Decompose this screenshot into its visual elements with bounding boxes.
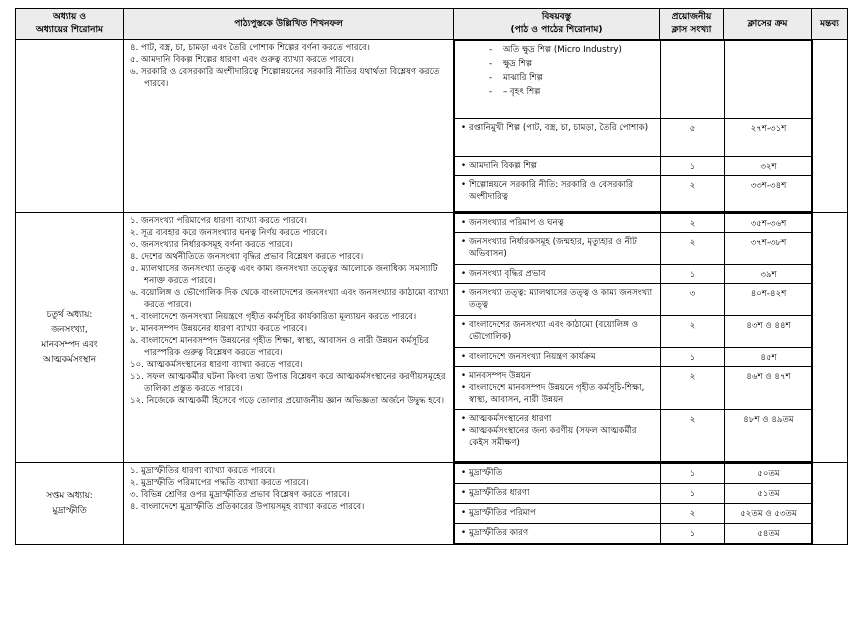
- bullet-item: [461, 351, 654, 363]
- class-count-cell: ৩: [661, 284, 725, 316]
- content-cell: [455, 464, 661, 484]
- remarks-cell: [812, 463, 848, 545]
- dash-marker: -: [489, 73, 493, 83]
- bullet-icon: •: [461, 371, 467, 381]
- class-order-cell: ৩৯শ: [725, 265, 813, 284]
- bullet-text: বাংলাদেশে জনসংখ্যা নিয়ন্ত্রণ কার্যক্রম: [469, 352, 596, 362]
- header-order: ক্লাসের ক্রম: [724, 9, 812, 40]
- content-row: [455, 157, 813, 176]
- bullet-text: বাংলাদেশের জনসংখ্যা এবং কাঠামো (বয়োলিঙ্গ ও ভৌগোলিক): [469, 320, 638, 342]
- content-cell: [455, 119, 661, 157]
- bullet-item: [461, 236, 654, 260]
- class-count-cell: ৫: [661, 119, 725, 157]
- content-subtable: [454, 213, 813, 462]
- header-row: [16, 9, 848, 40]
- bullet-item: [461, 507, 654, 519]
- class-count-cell: ২: [661, 176, 725, 212]
- bullet-text: আত্মকর্মসংস্থানের ধারণা: [469, 414, 552, 424]
- bullet-text: মুদ্রাস্ফীতি: [469, 468, 503, 478]
- outcome-item: ২. মুদ্রাস্ফীতি পরিমাপের পদ্ধতি ব্যাখ্যা করতে পারবে।: [130, 478, 309, 488]
- dash-text: ক্ষুদ্র শিল্প: [503, 59, 533, 69]
- content-cell: [455, 176, 661, 212]
- class-order-cell: ৪০শ-৪২শ: [725, 284, 813, 316]
- bullet-icon: •: [461, 123, 467, 133]
- bullet-icon: •: [461, 488, 467, 498]
- bullet-icon: •: [461, 383, 467, 393]
- chapter-cell: [16, 40, 124, 213]
- class-count-cell: ২: [661, 504, 725, 524]
- content-row: [455, 524, 813, 544]
- chapter-cell: [16, 213, 124, 463]
- outcome-item: ১. জনসংখ্যা পরিমাপের ধারণা ব্যাখ্যা করতে পারবে।: [130, 216, 307, 226]
- content-group-cell: [454, 463, 812, 545]
- outcome-item: ৭. বাংলাদেশে জনসংখ্যা নিয়ন্ত্রণে গৃহীত কর্মসূচির কার্যকারিতা মূল্যায়ন করতে পারবে।: [130, 312, 417, 322]
- bullet-text: মুদ্রাস্ফীতির পরিমাপ: [469, 508, 536, 518]
- bullet-text: আত্মকর্মসংস্থানের জন্য করণীয় (সফল আত্মকর্মীর কেইস সমীক্ষণ): [469, 426, 637, 448]
- class-count-cell: ২: [661, 367, 725, 410]
- chapter-title: সপ্তম অধ্যায়: মুদ্রাস্ফীতি: [46, 490, 93, 516]
- outcome-item: ৩. বিভিন্ন শ্রেণির ওপর মুদ্রাস্ফীতির প্রভাব বিশ্লেষণ করতে পারবে।: [130, 490, 350, 500]
- outcome-item: ৩. জনসংখ্যার নির্ধারকসমূহ বর্ণনা করতে পারবে।: [130, 240, 293, 250]
- bullet-text: আমদানি বিকল্প শিল্প: [469, 161, 537, 171]
- bullet-icon: •: [461, 468, 467, 478]
- class-order-cell: ৩২শ: [725, 157, 813, 176]
- outcome-item: ৬. বয়োলিঙ্গ ও ভৌগোলিক দিক থেকে বাংলাদেশের জনসংখ্যা এবং জনসংখ্যার কাঠামো ব্যাখ্যা করতে পারবে।: [130, 288, 449, 310]
- outcome-item: ৪. পাট, বস্ত্র, চা, চামড়া এবং তৈরি পোশাক শিল্পের বর্ণনা করতে পারবে।: [130, 43, 370, 53]
- header-content: বিষয়বস্তু (পাঠ ও পাঠের শিরোনাম): [454, 9, 660, 40]
- bullet-text: শিল্পোন্নয়নে সরকারি নীতি: সরকারি ও বেসরকারি অংশীদারিত্ব: [469, 180, 634, 202]
- section-row: [16, 463, 848, 545]
- outcome-item: ৪. দেশের অর্থনীতিতে জনসংখ্যা বৃদ্ধির প্রভাব বিশ্লেষণ করতে পারবে।: [130, 252, 364, 262]
- bullet-icon: •: [461, 161, 467, 171]
- content-cell: [455, 157, 661, 176]
- content-row: [455, 265, 813, 284]
- dash-item: [461, 86, 654, 99]
- bullet-item: [461, 382, 654, 406]
- content-cell: [455, 484, 661, 504]
- class-count-cell: ২: [661, 410, 725, 462]
- class-count-cell: [661, 41, 725, 119]
- remarks-cell: [812, 40, 848, 213]
- class-count-cell: ১: [661, 157, 725, 176]
- outcome-item: ৪. বাংলাদেশে মুদ্রাস্ফীতি প্রতিকারের উপায়সমূহ ব্যাখ্যা করতে পারবে।: [130, 502, 365, 512]
- bullet-item: [461, 467, 654, 479]
- class-order-cell: ৪৬শ ও ৪৭শ: [725, 367, 813, 410]
- content-row: [455, 367, 813, 410]
- class-count-cell: ১: [661, 265, 725, 284]
- content-row: [455, 484, 813, 504]
- content-cell: [455, 524, 661, 544]
- section-row: [16, 213, 848, 463]
- chapter-cell: [16, 463, 124, 545]
- content-subtable: [454, 463, 813, 544]
- content-group-cell: [454, 213, 812, 463]
- bullet-item: [461, 413, 654, 425]
- outcome-item: ১. মুদ্রাস্ফীতির ধারণা ব্যাখ্যা করতে পারবে।: [130, 466, 276, 476]
- bullet-item: [461, 160, 654, 172]
- section-row: [16, 40, 848, 213]
- content-cell: [455, 41, 661, 119]
- class-count-cell: ১: [661, 464, 725, 484]
- header-outcomes: পাঠ্যপুস্তকে উল্লিখিত শিখনফল: [124, 9, 454, 40]
- bullet-icon: •: [461, 508, 467, 518]
- bullet-icon: •: [461, 180, 467, 190]
- class-order-cell: ৫২তম ও ৫৩তম: [725, 504, 813, 524]
- class-count-cell: ২: [661, 233, 725, 265]
- outcome-item: ১২. নিজেকে আত্মকর্মী হিসেবে গড়ে তোলার প্রয়োজনীয় জ্ঞান অভিজ্ঞতা অর্জনে উদ্বুদ্ধ হবে।: [130, 396, 445, 406]
- content-cell: [455, 233, 661, 265]
- class-order-cell: ২৭শ-৩১শ: [725, 119, 813, 157]
- outcomes-cell: [124, 213, 454, 463]
- outcomes-cell: [124, 463, 454, 545]
- class-count-cell: ১: [661, 524, 725, 544]
- bullet-item: [461, 487, 654, 499]
- content-row: [455, 214, 813, 233]
- bullet-text: রপ্তানিমুখী শিল্প (পাট, বস্ত্র, চা, চামড়া, তৈরি পোশাক): [469, 123, 649, 133]
- content-row: [455, 348, 813, 367]
- bullet-item: [461, 122, 654, 134]
- dash-text: মাঝারি শিল্প: [503, 73, 543, 83]
- content-cell: [455, 265, 661, 284]
- syllabus-body: [16, 40, 848, 545]
- outcome-item: ৮. মানবসম্পদ উন্নয়নের ধারণা ব্যাখ্যা করতে পারবে।: [130, 324, 308, 334]
- content-row: [455, 464, 813, 484]
- bullet-icon: •: [461, 426, 467, 436]
- bullet-icon: •: [461, 320, 467, 330]
- class-order-cell: ৪৮শ ও ৪৯তম: [725, 410, 813, 462]
- bullet-icon: •: [461, 218, 467, 228]
- outcome-item: ২. সূত্র ব্যবহার করে জনসংখ্যার ঘনত্ব নির্ণয় করতে পারবে।: [130, 228, 328, 238]
- dash-text: অতি ক্ষুদ্র শিল্প (Micro Industry): [503, 45, 622, 55]
- content-row: [455, 504, 813, 524]
- bullet-item: [461, 217, 654, 229]
- outcome-item: ৫. আমদানি বিকল্প শিল্পের ধারণা এবং গুরুত্ব ব্যাখ্যা করতে পারবে।: [130, 55, 354, 65]
- content-row: [455, 176, 813, 212]
- content-row: [455, 119, 813, 157]
- content-cell: [455, 504, 661, 524]
- bullet-icon: •: [461, 528, 467, 538]
- bullet-text: জনসংখ্যার নির্ধারকসমূহ (জন্মহার, মৃত্যুহার ও নীট অভিবাসন): [469, 237, 637, 259]
- outcome-item: ৯. বাংলাদেশে মানবসম্পদ উন্নয়নের গৃহীত শিক্ষা, স্বাস্থ্য, আবাসন ও নারী উন্নয়ন কর্মসূচির পারস্পরিক গুরুত্ব বিশ্লেষণ করতে পারবে।: [130, 336, 429, 358]
- class-order-cell: ৩৩শ-৩৪শ: [725, 176, 813, 212]
- dash-item: [461, 72, 654, 85]
- class-count-cell: ১: [661, 348, 725, 367]
- bullet-icon: •: [461, 269, 467, 279]
- content-row: [455, 316, 813, 348]
- content-cell: [455, 214, 661, 233]
- bullet-icon: •: [461, 414, 467, 424]
- chapter-title: চতুর্থ অধ্যায়: জনসংখ্যা, মানবসম্পদ এবং আত্মকর্মসংস্থান: [41, 309, 98, 365]
- bullet-item: [461, 425, 654, 449]
- header-chapter: অধ্যায় ও অধ্যায়ের শিরোনাম: [16, 9, 124, 40]
- dash-marker: -: [489, 59, 493, 69]
- dash-marker: -: [489, 87, 493, 97]
- bullet-icon: •: [461, 237, 467, 247]
- header-remarks: মন্তব্য: [812, 9, 848, 40]
- bullet-item: [461, 370, 654, 382]
- bullet-item: [461, 319, 654, 343]
- outcome-item: ১১. সফল আত্মকর্মীর ঘটনা কিংবা তথ্য উপাত্ত বিশ্লেষণ করে আত্মকর্মসংস্থানের করণীয়সমূহের তালিকা প্রস্তুত করতে পারবে।: [130, 372, 446, 394]
- dash-item: [461, 44, 654, 57]
- bullet-item: [461, 527, 654, 539]
- bullet-text: বাংলাদেশে মানবসম্পদ উন্নয়নে গৃহীত কর্মসূচি-শিক্ষা, স্বাস্থ্য, আবাসন, নারী উন্নয়ন: [469, 383, 645, 405]
- content-cell: [455, 367, 661, 410]
- content-subtable: [454, 40, 813, 212]
- class-order-cell: ৫১তম: [725, 484, 813, 504]
- bullet-item: [461, 268, 654, 280]
- bullet-text: মুদ্রাস্ফীতির ধারণা: [469, 488, 530, 498]
- class-order-cell: ৩৭শ-৩৮শ: [725, 233, 813, 265]
- class-order-cell: ৫৪তম: [725, 524, 813, 544]
- class-count-cell: ২: [661, 316, 725, 348]
- bullet-item: [461, 287, 654, 311]
- content-row: [455, 284, 813, 316]
- content-row: [455, 233, 813, 265]
- content-row: [455, 41, 813, 119]
- class-count-cell: ২: [661, 214, 725, 233]
- bullet-text: জনসংখ্যা তত্ত্ব: ম্যালথাসের তত্ত্ব ও কাম্য জনসংখ্যা তত্ত্ব: [469, 288, 653, 310]
- header-classes: প্রয়োজনীয় ক্লাস সংখ্যা: [660, 9, 724, 40]
- outcomes-cell: [124, 40, 454, 213]
- content-cell: [455, 410, 661, 462]
- class-order-cell: ৩৫শ-৩৬শ: [725, 214, 813, 233]
- bullet-text: জনসংখ্যার পরিমাপ ও ঘনত্ব: [469, 218, 564, 228]
- content-cell: [455, 284, 661, 316]
- outcome-item: ৬. সরকারি ও বেসরকারি অংশীদারিত্বে শিল্পোন্নয়নের সরকারি নীতির যথার্থতা বিশ্লেষণ করতে পারবে।: [130, 67, 440, 89]
- bullet-text: জনসংখ্যা বৃদ্ধির প্রভাব: [469, 269, 546, 279]
- class-order-cell: ৫০তম: [725, 464, 813, 484]
- content-group-cell: [454, 40, 812, 213]
- outcome-item: ৫. ম্যালথাসের জনসংখ্যা তত্ত্ব এবং কাম্য জনসংখ্যা তত্ত্বের আলোকে জনাধিক্য সমস্যাটি শনাক্ত করতে পারবে।: [130, 264, 438, 286]
- remarks-cell: [812, 213, 848, 463]
- syllabus-table: [15, 8, 848, 545]
- dash-marker: -: [489, 45, 493, 55]
- dash-item: [461, 58, 654, 71]
- content-row: [455, 410, 813, 462]
- bullet-text: মুদ্রাস্ফীতির কারণ: [469, 528, 529, 538]
- content-cell: [455, 316, 661, 348]
- class-count-cell: ১: [661, 484, 725, 504]
- class-order-cell: [725, 41, 813, 119]
- outcome-item: ১০. আত্মকর্মসংস্থানের ধারণা ব্যাখ্যা করতে পারবে।: [130, 360, 303, 370]
- bullet-icon: •: [461, 288, 467, 298]
- bullet-icon: •: [461, 352, 467, 362]
- dash-text: – বৃহৎ শিল্প: [503, 87, 541, 97]
- bullet-text: মানবসম্পদ উন্নয়ন: [469, 371, 531, 381]
- bullet-item: [461, 179, 654, 203]
- class-order-cell: ৪৫শ: [725, 348, 813, 367]
- class-order-cell: ৪৩শ ও ৪৪শ: [725, 316, 813, 348]
- content-cell: [455, 348, 661, 367]
